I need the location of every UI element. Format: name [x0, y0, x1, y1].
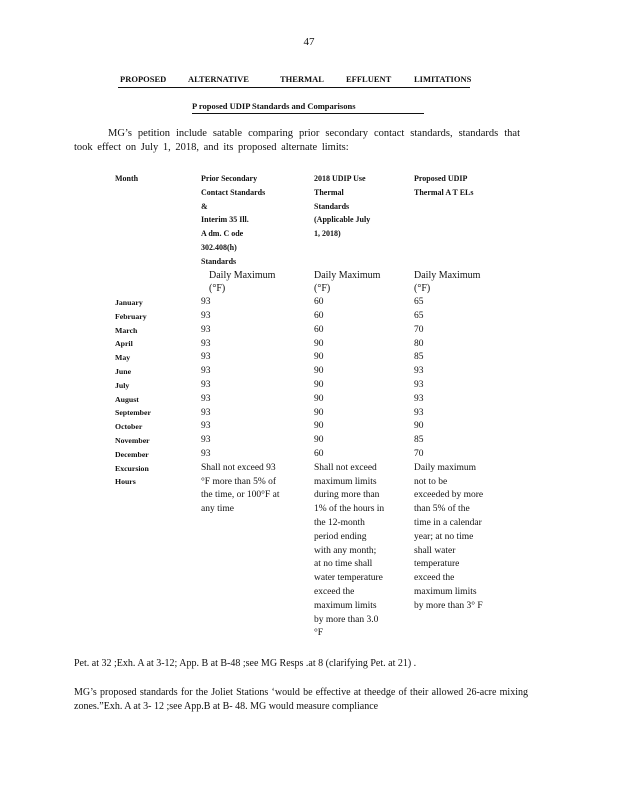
- month-cell: August: [115, 394, 139, 404]
- prior-value: 93: [201, 366, 211, 377]
- udip-value: 90: [314, 338, 324, 349]
- proposed-value: 93: [414, 393, 424, 404]
- month-cell: July: [115, 380, 130, 390]
- prior-value: 93: [201, 338, 211, 349]
- proposed-excursion-note: Daily maximum not to be exceeded by more than 5% of the time in a calendar year; at no time shall water temperature exceed the maximum limits by more than 3° F: [414, 462, 484, 611]
- proposed-value: 70: [414, 448, 424, 459]
- month-cell: May: [115, 353, 131, 363]
- prior-excursion-note: Shall not exceed 93 °F more than 5% of the time, or 100°F at any time: [201, 462, 280, 515]
- month-cell: January: [115, 298, 143, 307]
- proposed-value: 93: [414, 379, 424, 390]
- udip-value: 90: [314, 393, 324, 404]
- udip-value: 60: [314, 448, 324, 459]
- heading-word: EFFLUENT: [346, 74, 392, 84]
- proposed-value: 65: [414, 297, 424, 308]
- udip-value: 90: [314, 366, 324, 377]
- heading-word: THERMAL: [280, 74, 324, 84]
- proposed-header: Proposed UDIP Thermal A T ELs: [414, 174, 474, 197]
- page-number: 47: [303, 36, 315, 48]
- excursion-label: Excursion: [115, 463, 149, 473]
- prior-value: 93: [201, 393, 211, 404]
- prior-value: 93: [201, 435, 211, 446]
- unit-label: Daily Maximum (°F): [209, 269, 276, 295]
- prior-value: 93: [201, 310, 211, 321]
- prior-value: 93: [201, 324, 211, 335]
- udip-value: 90: [314, 435, 324, 446]
- proposed-value: 85: [414, 352, 424, 363]
- udip-value: 90: [314, 421, 324, 432]
- subheading: P roposed UDIP Standards and Comparisons: [192, 101, 424, 114]
- intro-text: MG’s petition include satable comparing prior secondary contact standards, standards that took effect on July 1, 2018, and its proposed alternate limits:: [74, 128, 520, 153]
- unit-label: Daily Maximum (°F): [414, 269, 481, 295]
- udip-excursion-note: Shall not exceed maximum limits during more than 1% of the hours in the 12-month period ending with any month; at no time shall water temperature exceed the maximum limits by more than 3.0 °F: [314, 462, 385, 639]
- intro-paragraph: [74, 127, 520, 155]
- closing-paragraph: MG’s proposed standards for the Joliet Stations ‘would be effective at theedge of their allowed 26-acre mixing zones.”Exh. A at 3- 12 ;see App.B at B- 48. MG would measure compliance: [74, 687, 528, 712]
- month-header: Month: [115, 174, 139, 183]
- proposed-value: 70: [414, 324, 424, 335]
- prior-value: 93: [201, 352, 211, 363]
- udip-value: 90: [314, 379, 324, 390]
- month-cell: December: [115, 449, 149, 459]
- prior-value: 93: [201, 448, 211, 459]
- udip-header: 2018 UDIP Use Thermal Standards (Applicable July 1, 2018): [314, 174, 371, 239]
- month-cell: September: [115, 408, 151, 418]
- udip-value: 90: [314, 352, 324, 363]
- month-cell: February: [115, 311, 147, 321]
- proposed-value: 65: [414, 310, 424, 321]
- month-cell: April: [115, 339, 133, 349]
- udip-value: 90: [314, 407, 324, 418]
- month-cell: March: [115, 325, 138, 335]
- prior-value: 93: [201, 407, 211, 418]
- heading-word: PROPOSED: [120, 74, 167, 84]
- prior-header: Prior Secondary Contact Standards & Interim 35 Ill. A dm. C ode 302.408(h) Standards: [201, 174, 266, 266]
- proposed-value: 93: [414, 366, 424, 377]
- proposed-value: 80: [414, 338, 424, 349]
- heading-word: LIMITATIONS: [414, 74, 472, 84]
- excursion-label: Hours: [115, 477, 136, 487]
- month-cell: October: [115, 422, 143, 432]
- udip-2018-column: [314, 172, 410, 641]
- proposed-value: 93: [414, 407, 424, 418]
- proposed-value: 85: [414, 435, 424, 446]
- section-heading: [118, 74, 470, 88]
- proposed-value: 90: [414, 421, 424, 432]
- prior-value: 93: [201, 379, 211, 390]
- udip-value: 60: [314, 310, 324, 321]
- citation: Pet. at 32 ;Exh. A at 3-12; App. B at B-48 ;see MG Resps .at 8 (clarifying Pet. at 21) .: [74, 658, 417, 669]
- month-column: [115, 172, 195, 489]
- month-cell: June: [115, 366, 132, 376]
- unit-label: Daily Maximum (°F): [314, 269, 381, 295]
- prior-value: 93: [201, 421, 211, 432]
- prior-standards-column: [201, 172, 309, 517]
- prior-value: 93: [201, 297, 211, 308]
- proposed-ateL-column: [414, 172, 514, 614]
- udip-value: 60: [314, 297, 324, 308]
- month-cell: November: [115, 435, 150, 445]
- heading-word: ALTERNATIVE: [188, 74, 249, 84]
- udip-value: 60: [314, 324, 324, 335]
